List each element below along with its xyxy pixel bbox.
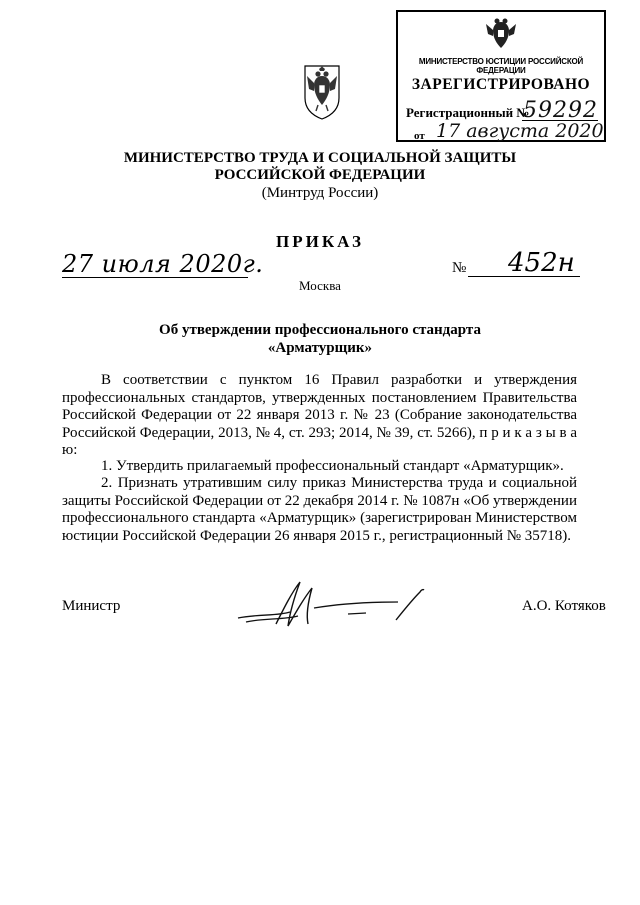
stamp-registered-label: ЗАРЕГИСТРИРОВАНО (411, 76, 591, 93)
order-item-1: 1. Утвердить прилагаемый профессиональный стандарт «Арматурщик». (101, 458, 564, 474)
ministry-short-name: (Минтруд России) (261, 185, 379, 201)
stamp-date-prefix: от (414, 130, 425, 142)
stamp-regnum-label: Регистрационный № (406, 105, 530, 120)
registration-stamp (396, 10, 606, 142)
order-city: Москва (299, 278, 341, 293)
handwritten-signature (228, 578, 433, 632)
order-subject-line2: «Арматурщик» (267, 340, 373, 356)
order-item-2: 2. Признать утратившим силу приказ Министерства труда и социальной защиты Российской Федерации от 22 декабря 2014 г. № 1087н «Об утверждении профессионального стандарта «Арматурщик» (зарегистрирован Министерством юстиции Российской Федерации 26 января 2015 г., регистрационный № 35718). (62, 475, 577, 544)
order-number: 452н (508, 248, 575, 278)
stamp-emblem-icon (484, 16, 518, 52)
order-number-underline (468, 276, 580, 277)
stamp-date-value: 17 августа 2020 (436, 120, 604, 142)
coat-of-arms-icon (302, 64, 342, 120)
ministry-name-line2: РОССИЙСКОЙ ФЕДЕРАЦИИ (214, 167, 426, 183)
stamp-regnum-value: 59292 (523, 98, 598, 123)
stamp-ministry-name: МИНИСТЕРСТВО ЮСТИЦИИ РОССИЙСКОЙ ФЕДЕРАЦИИ (418, 57, 584, 75)
signer-name: А.О. Котяков (522, 598, 606, 614)
order-date: 27 июля 2020г. (62, 250, 264, 278)
ministry-name-line1: МИНИСТЕРСТВО ТРУДА И СОЦИАЛЬНОЙ ЗАЩИТЫ (123, 150, 517, 166)
signer-title: Министр (62, 598, 121, 614)
order-subject-line1: Об утверждении профессионального стандарта (159, 322, 481, 338)
preamble-paragraph: В соответствии с пунктом 16 Правил разработки и утверждения профессиональных стандартов, утвержденных постановлением Правительства Российской Федерации от 22 января 2013 г. № 23 (Собрание законодательства Российской Федерации, 2013, № 4, ст. 293; 2014, № 39, ст. 5266), п р и к а з ы в а ю: (62, 372, 577, 458)
order-title: ПРИКАЗ (276, 232, 364, 251)
order-number-label: № (452, 260, 467, 276)
